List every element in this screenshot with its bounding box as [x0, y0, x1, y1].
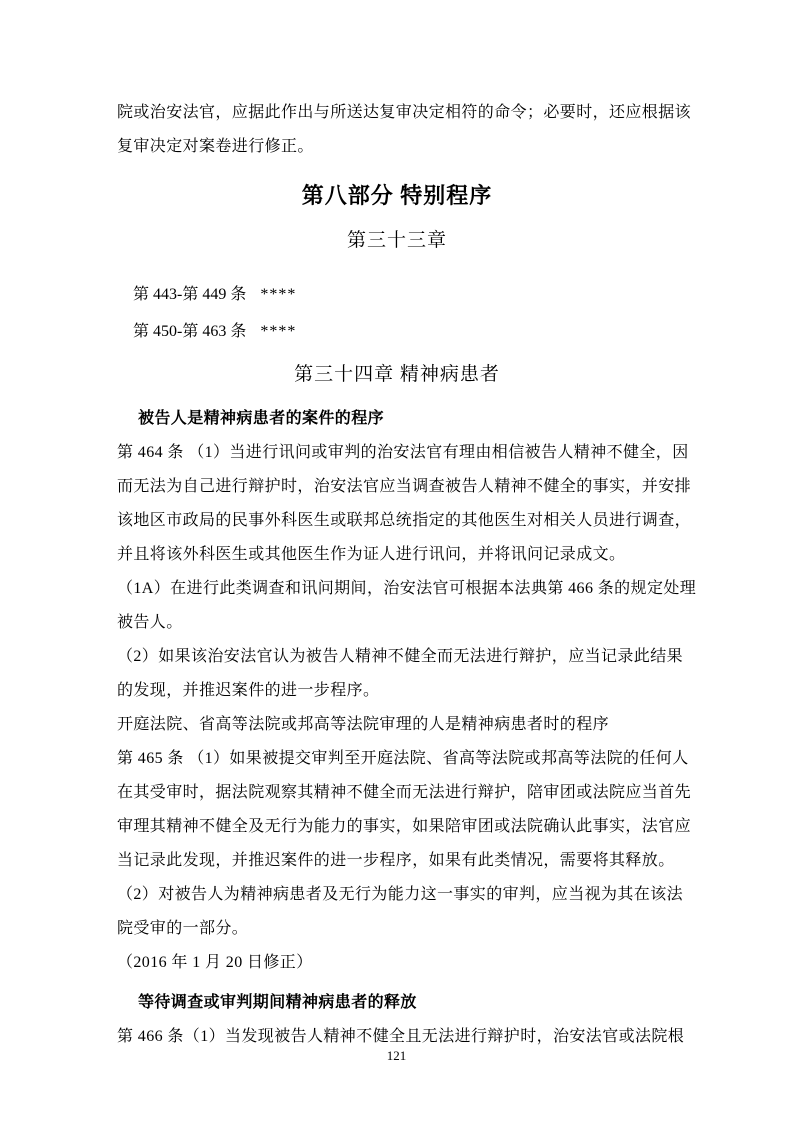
subheading-court-trial-mentally-ill: 开庭法院、省高等法院或邦高等法院审理的人是精神病患者时的程序 — [117, 716, 610, 733]
text-line: 被告人。 — [117, 614, 183, 631]
text-line: 第 464 条 （1）当进行讯问或审判的治安法官有理由相信被告人精神不健全，因 — [117, 444, 689, 461]
omitted-stars: **** — [260, 286, 297, 303]
text-line: 第 465 条 （1）如果被提交审判至开庭法院、省高等法院或邦高等法院的任何人 — [117, 750, 689, 767]
omitted-stars: **** — [260, 323, 297, 340]
intro-continuation-paragraph — [117, 96, 692, 164]
text-line: 的发现，并推迟案件的进一步程序。 — [117, 682, 380, 699]
chapter-33-heading: 第三十三章 — [346, 230, 447, 251]
text-line: 院受审的一部分。 — [117, 920, 249, 937]
text-line: 而无法为自己进行辩护时，治安法官应当调查被告人精神不健全的事实，并安排 — [117, 478, 692, 495]
text-line: （1A）在进行此类调查和讯问期间，治安法官可根据本法典第 466 条的规定处理 — [117, 580, 697, 597]
text-line: 该地区市政局的民事外科医生或联邦总统指定的其他医生对相关人员进行调查， — [117, 512, 692, 529]
article-range: 第 443-第 449 条 — [133, 286, 247, 303]
text-line: 审理其精神不健全及无行为能力的事实，如果陪审团或法院确认此事实，法官应 — [117, 818, 692, 835]
part-8-heading: 第八部分 特别程序 — [301, 183, 493, 208]
article-465-paragraph-2 — [117, 878, 684, 946]
article-464-paragraph-1 — [117, 436, 692, 572]
text-line: 当记录此发现，并推迟案件的进一步程序，如果有此类情况，需要将其释放。 — [117, 852, 675, 869]
text-line: 院或治安法官，应据此作出与所送达复审决定相符的命令；必要时，还应根据该 — [117, 104, 692, 121]
article-465-paragraph-1 — [117, 742, 692, 878]
text-line: 在其受审时，据法院观察其精神不健全而无法进行辩护，陪审团或法院应当首先 — [117, 784, 692, 801]
text-line: （2）对被告人为精神病患者及无行为能力这一事实的审判，应当视为其在该法 — [117, 886, 684, 903]
article-464-paragraph-2 — [117, 640, 684, 708]
text-line: 复审决定对案卷进行修正。 — [117, 138, 314, 155]
article-464-paragraph-1A — [117, 572, 697, 640]
text-line: （2016 年 1 月 20 日修正） — [117, 954, 313, 971]
page-body — [117, 96, 697, 1054]
text-line: （2）如果该治安法官认为被告人精神不健全而无法进行辩护，应当记录此结果 — [117, 648, 684, 665]
text-line: 第 466 条（1）当发现被告人精神不健全且无法进行辩护时，治安法官或法院根 — [117, 1028, 685, 1045]
subheading-defendant-mentally-ill: 被告人是精神病患者的案件的程序 — [138, 410, 385, 427]
page-number: 121 — [386, 1048, 407, 1063]
subheading-release-pending-investigation: 等待调查或审判期间精神病患者的释放 — [138, 994, 417, 1011]
article-range: 第 450-第 463 条 — [133, 323, 247, 340]
chapter-34-heading: 第三十四章 精神病患者 — [294, 364, 500, 385]
article-ref-450-463 — [117, 313, 677, 350]
amendment-note — [117, 946, 677, 980]
text-line: 并且将该外科医生或其他医生作为证人进行讯问，并将讯问记录成文。 — [117, 546, 626, 563]
article-ref-443-449 — [117, 276, 677, 313]
